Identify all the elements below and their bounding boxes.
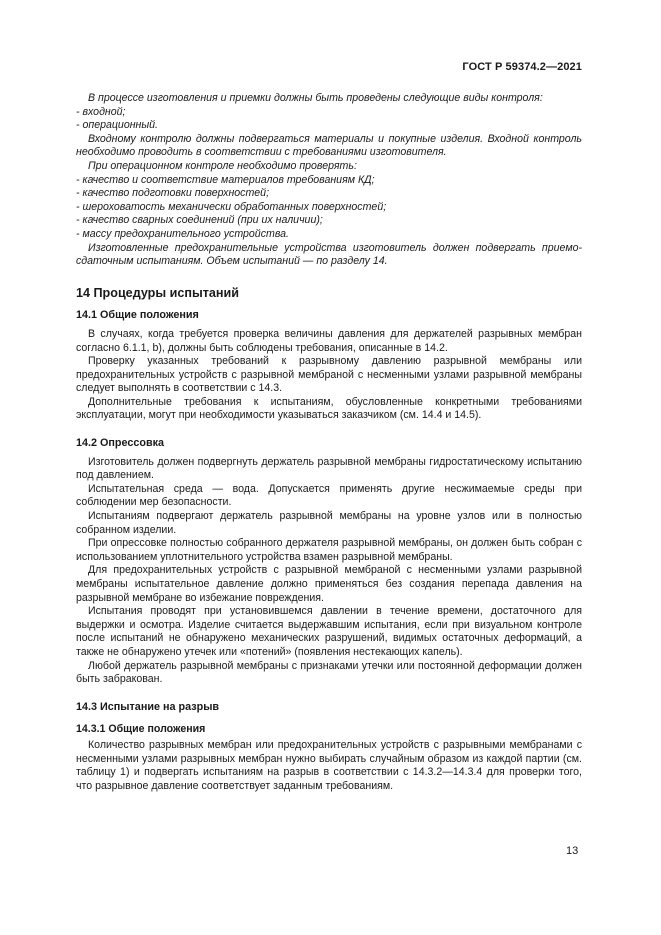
operational-item: - массу предохранительного устройства. (76, 227, 289, 240)
control-intro: В процессе изготовления и приемки должны быть проведены следующие виды контроля: (88, 92, 543, 104)
paragraph: Для предохранительных устройств с разрывной мембраной с несменными узлами разрывной мембраны испытательное давление должно применяться без создания перепада давления на разрывной мембране во избежание повреждения. (76, 564, 582, 604)
incoming-control-paragraph: Входному контролю должны подвергаться материалы и покупные изделия. Входной контроль необходимо проводить в соответствии с требованиями изготовителя. (76, 132, 582, 159)
paragraph: Любой держатель разрывной мембраны с признаками утечки или постоянной деформации должен быть забракован. (76, 659, 582, 686)
paragraph: Изготовитель должен подвергнуть держатель разрывной мембраны гидростатическому испытанию под давлением. (76, 455, 582, 482)
operational-item: - шероховатость механически обработанных поверхностей; (76, 200, 387, 213)
section-14-3-1-heading: 14.3.1 Общие положения (76, 723, 206, 736)
section-14-1-heading: 14.1 Общие положения (76, 309, 199, 322)
section-14-heading: 14 Процедуры испытаний (76, 285, 239, 300)
paragraph: В случаях, когда требуется проверка величины давления для держателей разрывных мембран согласно 6.1.1, b), должны быть соблюдены требования, описанные в 14.2. (76, 327, 582, 354)
section-14-3-heading: 14.3 Испытание на разрыв (76, 700, 220, 713)
paragraph: Испытаниям подвергают держатель разрывной мембраны на уровне узлов или в полностью собранном изделии. (76, 510, 582, 536)
paragraph: Проверку указанных требований к разрывному давлению разрывной мембраны или предохранительных устройств с разрывной мембраной с несменными узлами разрывной мембраны следует выполнять в соответствии с 14.3. (76, 355, 582, 395)
operational-item: - качество и соответствие материалов требованиям КД; (76, 173, 375, 186)
paragraph: Испытательная среда — вода. Допускается применять другие несжимаемые среды при соблюдении мер безопасности. (76, 482, 582, 509)
operational-item: - качество подготовки поверхностей; (76, 187, 270, 200)
section-14-2-heading: 14.2 Опрессовка (76, 437, 165, 450)
operational-item: - качество сварных соединений (при их наличии); (76, 214, 323, 227)
page-number: 13 (566, 845, 579, 857)
operational-control-intro: При операционном контроле необходимо проверять: (88, 159, 357, 172)
paragraph: При опрессовке полностью собранного держателя разрывной мембраны, он должен быть собран с использованием уплотнительного устройства взамен разрывной мембраны. (76, 537, 582, 563)
page-content (76, 92, 582, 793)
paragraph: Дополнительные требования к испытаниям, обусловленные конкретными требованиями эксплуатации, могут при необходимости указываться заказчиком (см. 14.4 и 14.5). (76, 395, 582, 422)
document-id: ГОСТ Р 59374.2—2021 (462, 61, 582, 73)
control-type-item: - операционный. (76, 119, 158, 132)
control-type-item: - входной; (76, 105, 126, 118)
paragraph: Испытания проводят при установившемся давлении в течение времени, достаточного для выдержки и осмотра. Изделие считается выдержавшим испытания, если при визуальном контроле после испытаний не обнаружено механических разрушений, видимых остаточных деформаций, а также не обнаружено утечек или «потений» (появления нестекающих капель). (76, 605, 582, 658)
paragraph: Количество разрывных мембран или предохранительных устройств с разрывными мембранами с несменными узлами разрывных мембран нужно выбирать случайным образом из каждой партии (см. таблицу 1) и подвергать испытаниям на разрыв в соответствии с 14.3.2—14.3.4 для проверки того, что разрывное давление соответствует заданным требованиям. (76, 738, 582, 792)
acceptance-paragraph: Изготовленные предохранительные устройства изготовитель должен подвергать приемо-сдаточным испытаниям. Объем испытаний — по разделу 14. (76, 241, 582, 268)
